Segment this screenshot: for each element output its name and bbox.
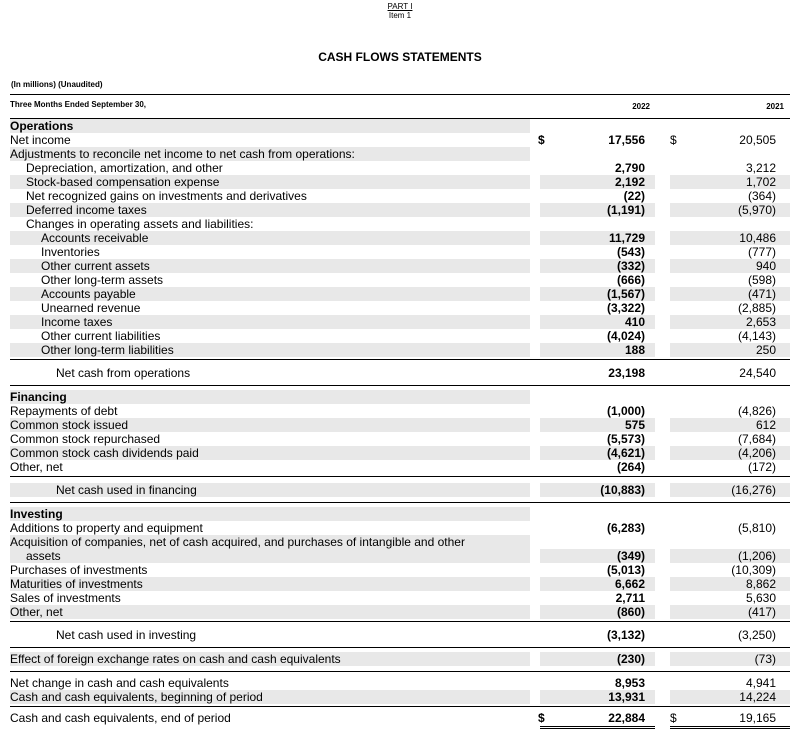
row-label: Purchases of investments [10,563,148,577]
value-2021: (5,810) [737,521,776,535]
value-2021: 2,653 [745,315,776,329]
value-2022: (5,573) [606,432,645,446]
row-label: Other, net [10,460,63,474]
value-2021: (172) [747,460,776,474]
currency-symbol: $ [670,133,677,147]
divider [10,671,790,672]
table-row [10,133,790,147]
units-note: (In millions) (Unaudited) [11,80,103,89]
value-2021: 10,486 [739,231,776,245]
table-row [10,605,790,619]
table-row [10,245,790,259]
row-label: assets [26,549,61,563]
value-2021: 1,702 [745,175,776,189]
section-heading-financing: Financing [10,390,67,404]
row-label: Sales of investments [10,591,121,605]
value-2022: (5,013) [606,563,645,577]
value-2022: (4,621) [606,446,645,460]
value-2022: (230) [616,652,645,666]
value-2022: 2,711 [615,591,645,605]
divider [10,621,790,622]
table-row [10,591,790,605]
value-2021: (471) [747,287,776,301]
divider [10,385,790,386]
row-label: Depreciation, amortization, and other [26,161,223,175]
section-heading-operations: Operations [10,119,74,133]
table-row [10,366,790,380]
total-label: Net cash from operations [56,366,191,380]
value-2022: 6,662 [614,577,645,591]
value-2021: (4,826) [737,404,776,418]
table-row [10,628,790,642]
value-2021: 24,540 [739,366,776,380]
divider [10,502,790,503]
value-2022: 188 [624,343,645,357]
table-row [10,404,790,418]
row-label: Cash and cash equivalents, beginning of period [10,690,263,704]
value-2021: (2,885) [737,301,776,315]
year-2021: 2021 [766,102,784,111]
table-row [10,217,790,231]
table-row [10,711,790,725]
value-2022: 2,192 [614,175,645,189]
value-2022: 575 [624,418,645,432]
table-row [10,521,790,535]
table-row [10,119,790,133]
row-label: Additions to property and equipment [10,521,203,535]
value-2022: (1,567) [606,287,645,301]
value-2022: 410 [624,315,645,329]
value-2021: (3,250) [737,628,776,642]
value-2021: 5,630 [745,591,776,605]
value-2022: (1,191) [606,203,645,217]
total-label: Net cash used in financing [56,483,197,497]
table-row [10,259,790,273]
divider [10,476,790,477]
value-2022: 2,790 [614,161,645,175]
divider [10,706,790,707]
value-2021: (417) [747,605,776,619]
row-label: Accounts receivable [41,231,149,245]
table-row [10,563,790,577]
value-2021: 4,941 [745,676,776,690]
divider [10,359,790,360]
row-label: Unearned revenue [41,301,141,315]
value-2021: (73) [754,652,776,666]
row-label: Other current assets [41,259,150,273]
table-row [10,577,790,591]
value-2022: (3,132) [606,628,645,642]
currency-symbol: $ [538,711,545,725]
year-2022: 2022 [632,102,650,111]
table-row [10,418,790,432]
value-2022: 22,884 [608,711,645,725]
fx-label: Effect of foreign exchange rates on cash and cash equivalents [10,652,341,666]
ending-label: Cash and cash equivalents, end of period [10,711,231,725]
value-2021: (4,206) [737,446,776,460]
header-rule [10,94,790,95]
item-label: Item 1 [388,11,412,20]
table-row [10,161,790,175]
value-2021: 612 [755,418,776,432]
row-label: Acquisition of companies, net of cash acquired, and purchases of intangible and other [10,535,465,549]
table-row [10,432,790,446]
row-label: Net change in cash and cash equivalents [10,676,229,690]
table-row [10,483,790,497]
value-2021: (1,206) [737,549,776,563]
table-row [10,460,790,474]
table-row [10,231,790,245]
statement-title: CASH FLOWS STATEMENTS [318,50,482,64]
value-2022: (332) [616,259,645,273]
table-row [10,203,790,217]
value-2021: (364) [747,189,776,203]
table-row [10,507,790,521]
currency-symbol: $ [670,711,677,725]
value-2021: 14,224 [739,690,776,704]
value-2021: 8,862 [745,577,776,591]
value-2022: 23,198 [608,366,645,380]
row-label: Net income [10,133,71,147]
row-label: Adjustments to reconcile net income to net cash from operations: [10,147,355,161]
row-label: Net recognized gains on investments and derivatives [26,189,307,203]
part-heading [0,2,800,20]
value-2021: (777) [747,245,776,259]
value-2022: 11,729 [608,231,645,245]
value-2021: 3,212 [745,161,776,175]
table-row [10,690,790,704]
table-row [10,315,790,329]
table-row [10,175,790,189]
row-label: Other, net [10,605,63,619]
part-label: PART I [387,2,413,11]
value-2021: (598) [747,273,776,287]
currency-symbol: $ [538,133,545,147]
table-row [10,390,790,404]
value-2022: 8,953 [614,676,645,690]
value-2022: (349) [616,549,645,563]
table-row [10,329,790,343]
table-row [10,446,790,460]
period-label: Three Months Ended September 30, [10,100,147,109]
total-label: Net cash used in investing [56,628,197,642]
double-underline-2022 [540,726,655,729]
row-label: Stock-based compensation expense [26,175,220,189]
row-label: Maturities of investments [10,577,143,591]
table-row [10,287,790,301]
value-2022: (10,883) [600,483,645,497]
value-2022: (3,322) [606,301,645,315]
table-row [10,343,790,357]
table-row [10,147,790,161]
row-label: Common stock repurchased [10,432,161,446]
value-2022: (264) [616,460,645,474]
table-row [10,189,790,203]
table-row [10,549,790,563]
value-2022: 13,931 [608,690,645,704]
value-2022: (1,000) [606,404,645,418]
row-label: Repayments of debt [10,404,118,418]
column-header [10,98,790,112]
row-label: Common stock cash dividends paid [10,446,199,460]
row-label: Other long-term assets [41,273,164,287]
cash-flow-table [10,118,790,729]
value-2022: (6,283) [606,521,645,535]
value-2022: (22) [623,189,645,203]
value-2022: 17,556 [608,133,645,147]
double-underline-2021 [670,726,790,729]
row-label: Deferred income taxes [26,203,147,217]
value-2021: (5,970) [737,203,776,217]
value-2021: (7,684) [737,432,776,446]
value-2021: (16,276) [731,483,776,497]
row-label: Other current liabilities [41,329,161,343]
row-label: Accounts payable [41,287,136,301]
row-label: Other long-term liabilities [41,343,174,357]
value-2021: 19,165 [739,711,776,725]
value-2022: (666) [616,273,645,287]
table-row [10,301,790,315]
row-label: Common stock issued [10,418,129,432]
row-label: Inventories [41,245,100,259]
value-2021: 250 [755,343,776,357]
value-2021: 20,505 [739,133,776,147]
table-row [10,676,790,690]
value-2021: (10,309) [731,563,776,577]
value-2021: 940 [755,259,776,273]
value-2021: (4,143) [737,329,776,343]
table-row [10,652,790,666]
row-label: Income taxes [41,315,113,329]
divider [10,647,790,648]
section-heading-investing: Investing [10,507,63,521]
value-2022: (860) [616,605,645,619]
table-row [10,273,790,287]
row-label: Changes in operating assets and liabilities: [26,217,254,231]
table-row [10,535,790,549]
value-2022: (543) [616,245,645,259]
value-2022: (4,024) [606,329,645,343]
